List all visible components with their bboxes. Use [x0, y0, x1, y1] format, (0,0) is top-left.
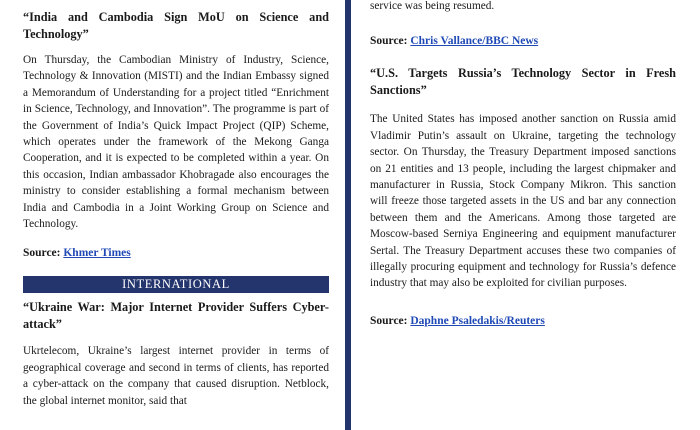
article-headline-india-cambodia: “India and Cambodia Sign MoU on Science and Technology”	[23, 10, 329, 41]
article-source-bbc	[370, 33, 676, 49]
column-divider	[345, 0, 351, 430]
article-headline-ukraine: “Ukraine War: Major Internet Provider Suffers Cyber-attack”	[23, 300, 329, 332]
article-body-ukraine: Ukrtelecom, Ukraine’s largest internet provider in terms of geographical coverage and second in terms of clients, has reported a cyber-attack on the company that caused disruption. Netblock, the global internet monitor, said that	[23, 345, 329, 407]
right-column	[370, 0, 676, 329]
source-link-reuters[interactable]: Daphne Psaledakis/Reuters	[410, 314, 545, 327]
article-source-reuters	[370, 313, 676, 329]
article-body-india-cambodia: On Thursday, the Cambodian Ministry of Industry, Science, Technology & Innovation (MISTI) and the Indian Embassy signed a Memorandum of Understanding for a project titled “Enrichment in Science, Technology, and Innovation”. The programme is part of the Government of India’s Quick Impact Project (QIP) Scheme, which operates under the framework of the Mekong Ganga Cooperation, and it is expected to be completed within a year. On this occasion, Indian ambassador Khobragade also encourages the ministry to consider establishing a formal mechanism between India and Cambodia in a Joint Working Group on Science and Technology.	[23, 54, 329, 231]
source-label: Source:	[370, 35, 411, 48]
article-source-india-cambodia	[23, 245, 329, 261]
source-label: Source:	[370, 314, 411, 327]
source-link-khmer-times[interactable]: Khmer Times	[63, 247, 131, 260]
article-headline-us-russia: “U.S. Targets Russia’s Technology Sector in Fresh Sanctions”	[370, 66, 676, 98]
left-column	[23, 0, 329, 409]
source-link-bbc[interactable]: Chris Vallance/BBC News	[410, 35, 539, 48]
section-band-international: INTERNATIONAL	[23, 276, 329, 293]
source-label: Source:	[23, 247, 64, 260]
article-continuation: service was being resumed.	[370, 0, 495, 12]
article-body-us-russia: The United States has imposed another sanction on Russia amid Vladimir Putin’s assault on Ukraine, targeting the technology sector. On Thursday, the Treasury Department imposed sanctions on 21 entities and 13 people, including the largest chipmaker and manufacturer in Russia, Stock Company Mikron. This sanction will freeze those targeted assets in the US and bar any connection between them and the Americans. Among those targeted are Moscow-based Serniya Engineering and equipment manufacturer Sertal. The Treasury Department accuses these two companies of illegally procuring equipment and technology for Russia’s defence industry that may also be exploited for civilian purposes.	[370, 113, 676, 290]
